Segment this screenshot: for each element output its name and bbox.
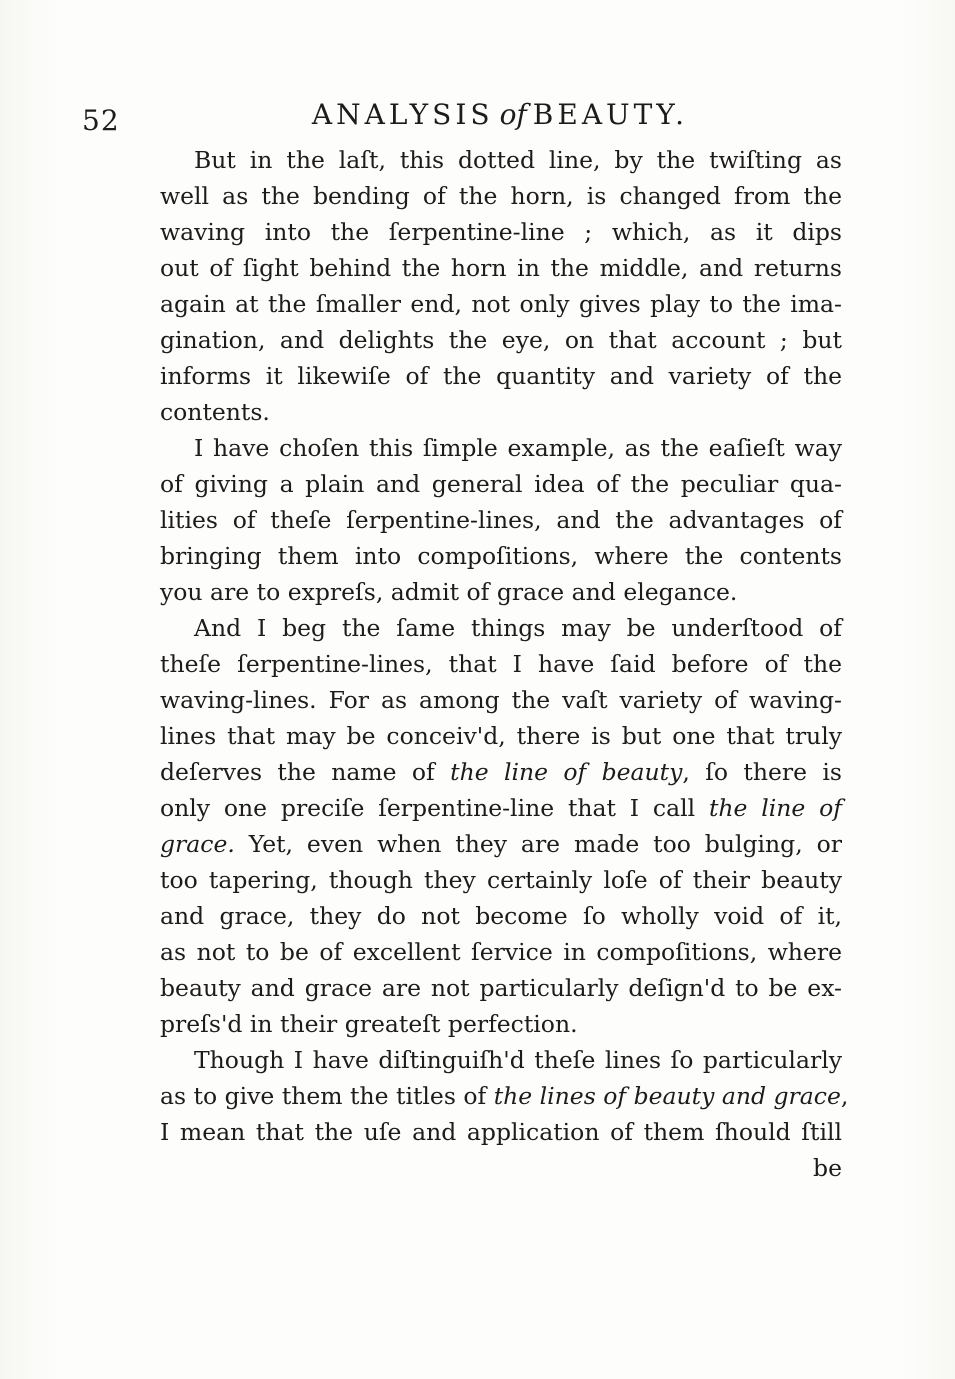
- text-line: and grace, they do not become ſo wholly void of it,: [160, 902, 842, 930]
- text-line: waving-lines. For as among the vaſt variety of waving-: [160, 686, 842, 714]
- text-line: But in the laſt, this dotted line, by the twiſting as: [194, 146, 842, 174]
- text-run: ,: [840, 1082, 849, 1110]
- text-line: too tapering, though they certainly loſe of their beauty: [160, 866, 842, 894]
- text-line: preſs'd in their greateſt perfection.: [160, 1010, 578, 1038]
- text-line: well as the bending of the horn, is changed from the: [160, 182, 842, 210]
- text-line: I mean that the uſe and application of them ſhould ſtill: [160, 1118, 842, 1146]
- catchword: be: [813, 1154, 842, 1182]
- text-line: Though I have diſtinguiſh'd theſe lines ſo particularly: [194, 1046, 842, 1074]
- text-line: I have choſen this ſimple example, as the eaſieſt way: [194, 434, 842, 462]
- text-line: gination, and delights the eye, on that account ; but: [160, 326, 842, 354]
- text-line: [160, 754, 842, 790]
- text-line: [160, 1078, 849, 1114]
- text-line: informs it likewiſe of the quantity and variety of the: [160, 362, 842, 390]
- running-head-part-3: BEAUTY.: [532, 98, 689, 131]
- text-run: as to give them the titles of: [160, 1082, 494, 1110]
- italic-text-run: the line of: [708, 794, 842, 822]
- text-line: of giving a plain and general idea of the peculiar qua-: [160, 470, 842, 498]
- text-line: you are to expreſs, admit of grace and elegance.: [160, 578, 738, 606]
- text-run: Yet, even when they are made too bulging, or: [234, 830, 842, 858]
- text-line: again at the ſmaller end, not only gives play to the ima-: [160, 290, 842, 318]
- text-line: contents.: [160, 398, 270, 426]
- text-run: deſerves the name of: [160, 758, 451, 786]
- text-line: as not to be of excellent ſervice in compoſitions, where: [160, 938, 842, 966]
- italic-text-run: grace.: [160, 830, 235, 858]
- text-run: , ſo there is: [682, 758, 842, 786]
- running-head-part-2: of: [499, 98, 527, 131]
- italic-text-run: the line of beauty: [450, 758, 683, 786]
- text-line: [160, 790, 842, 826]
- text-line: And I beg the ſame things may be underſtood of: [194, 614, 842, 642]
- page-number: 52: [82, 104, 120, 137]
- text-line: beauty and grace are not particularly deſign'd to be ex-: [160, 974, 842, 1002]
- text-line: waving into the ſerpentine-line ; which, as it dips: [160, 218, 842, 246]
- body-text: [160, 142, 849, 1186]
- text-line: [160, 826, 842, 862]
- italic-text-run: the lines of beauty and grace: [493, 1082, 841, 1110]
- running-head-part-1: ANALYSIS: [311, 98, 494, 131]
- text-run: only one preciſe ſerpentine-line that I call: [160, 794, 709, 822]
- text-line: lines that may be conceiv'd, there is but one that truly: [160, 722, 842, 750]
- text-line: lities of theſe ſerpentine-lines, and the advantages of: [160, 506, 842, 534]
- text-line: out of ſight behind the horn in the middle, and returns: [160, 254, 842, 282]
- text-line: bringing them into compoſitions, where the contents: [160, 542, 842, 570]
- text-line: theſe ſerpentine-lines, that I have ſaid before of the: [160, 650, 842, 678]
- running-head: [160, 98, 840, 131]
